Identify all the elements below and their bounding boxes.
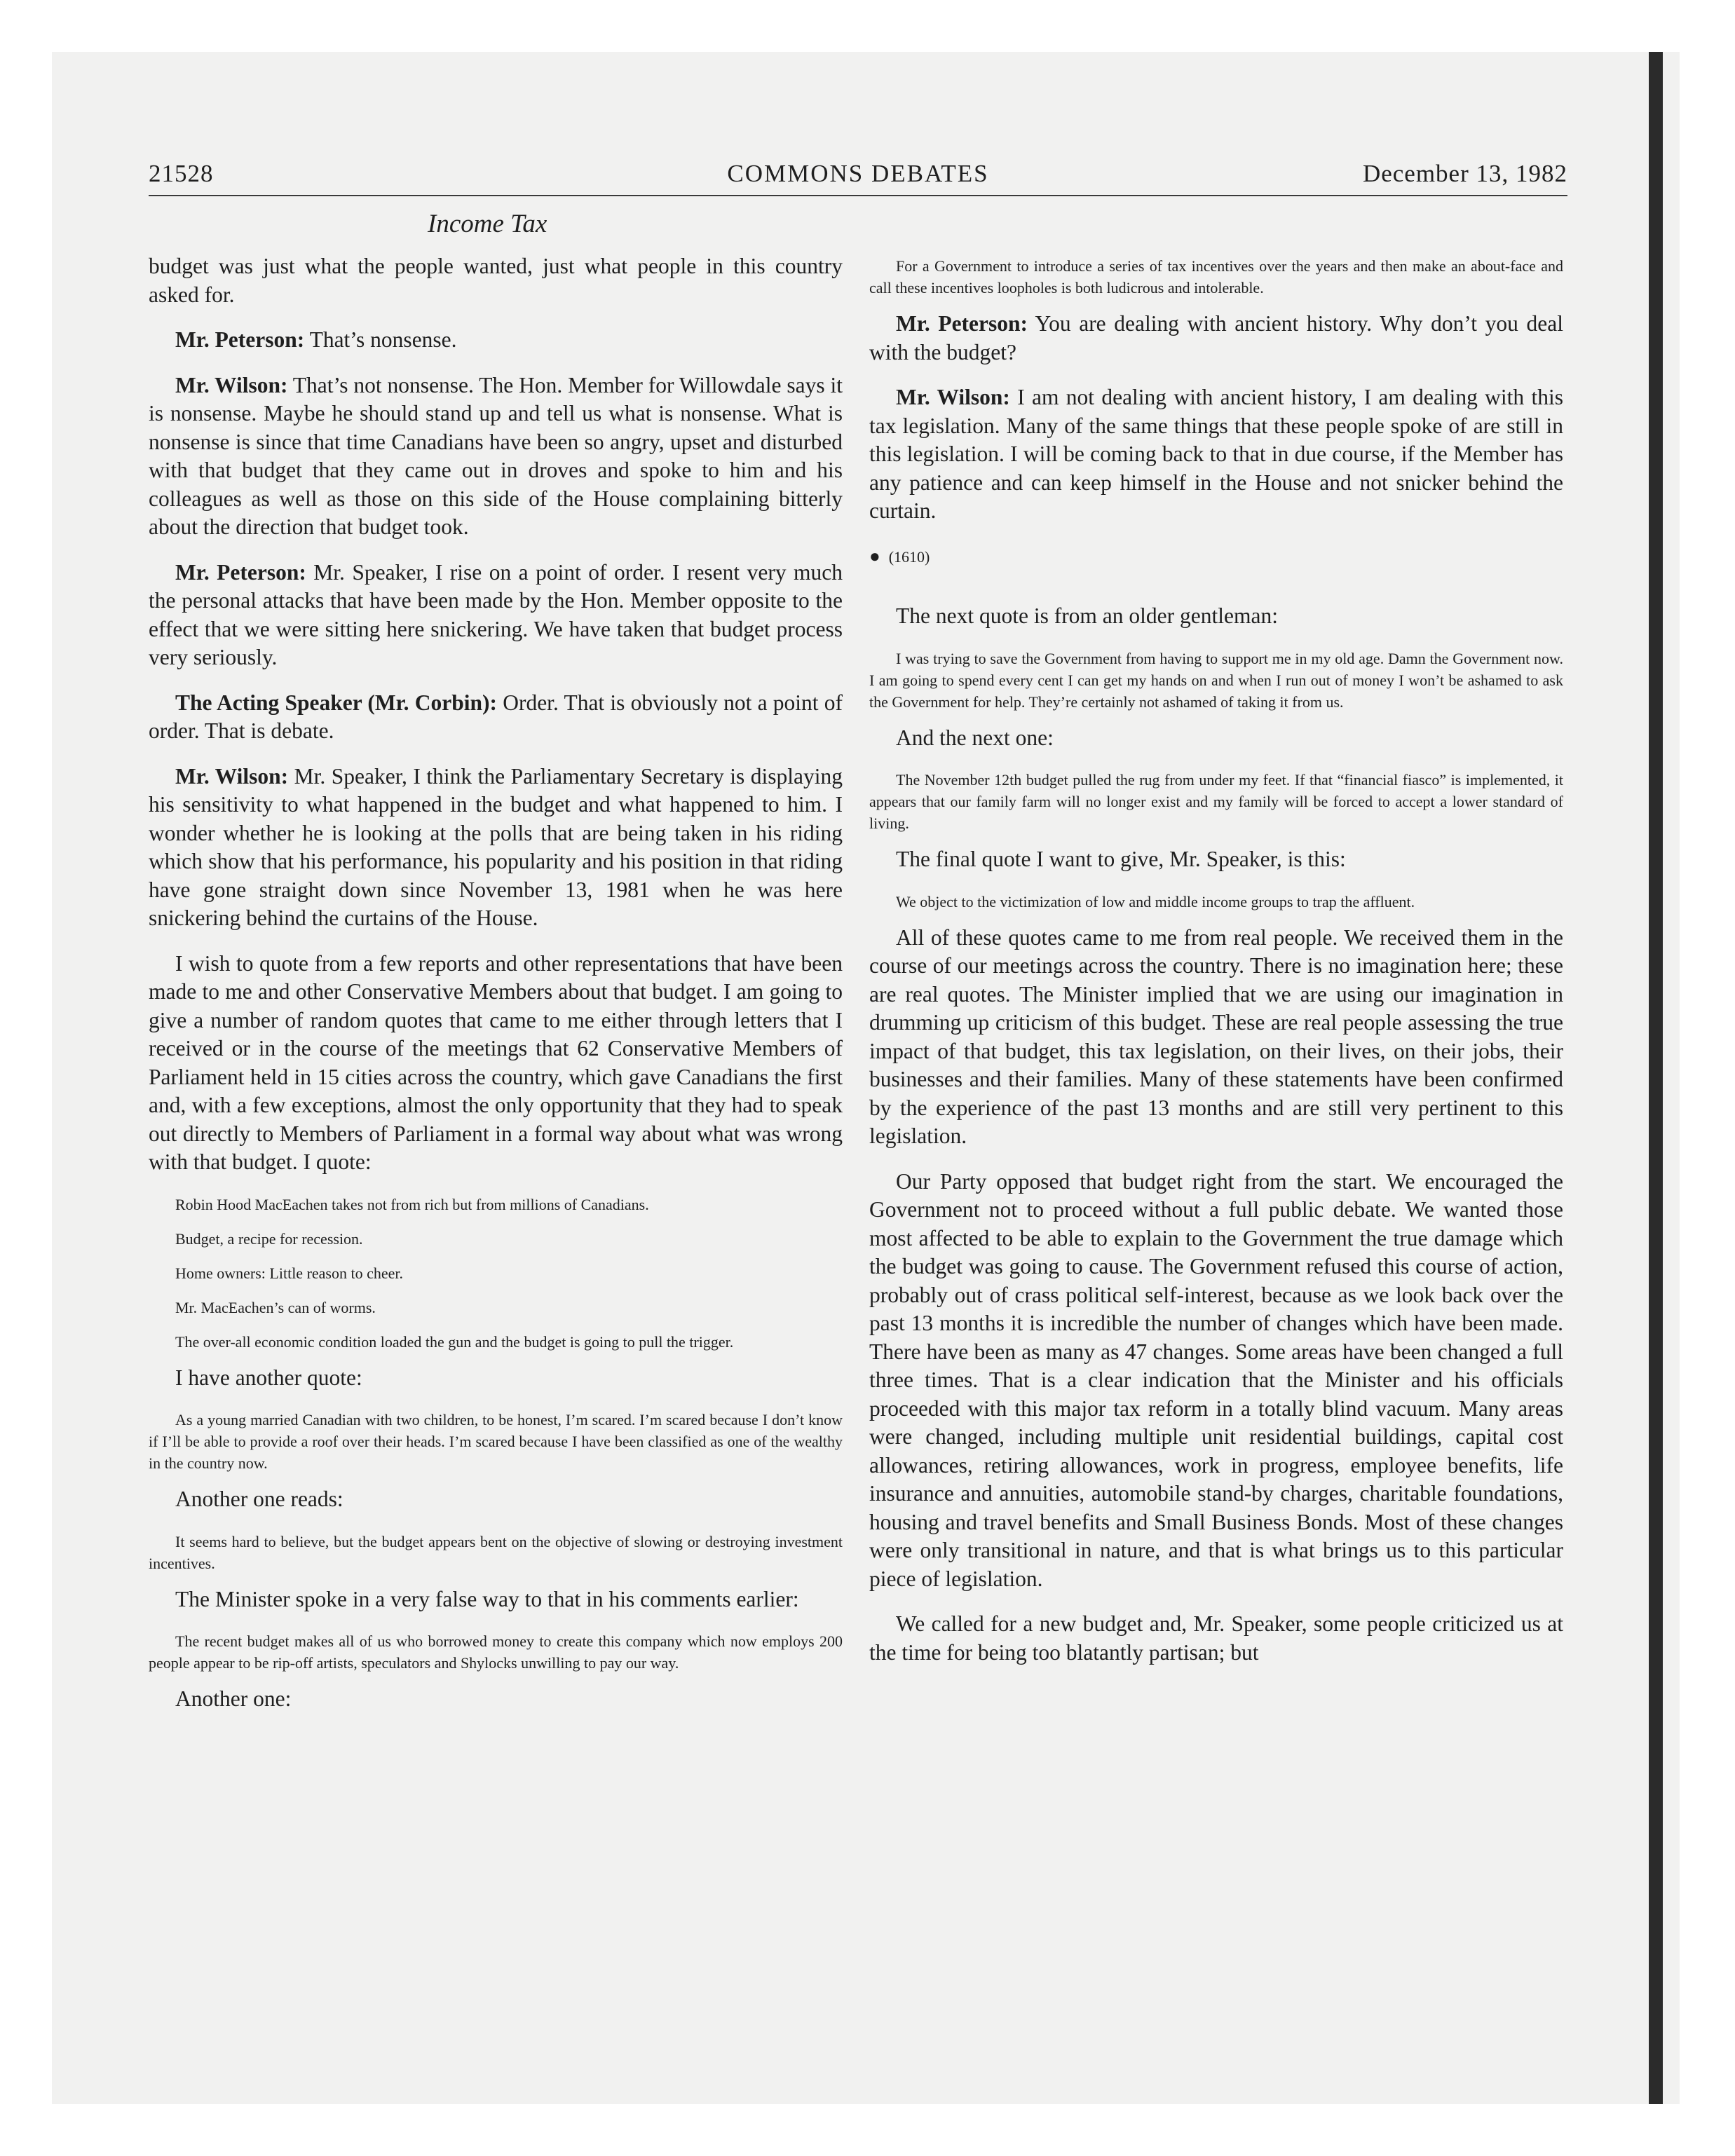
bullet-icon: ● — [869, 545, 880, 566]
speech — [869, 383, 1563, 526]
quotation: For a Government to introduce a series of tax incentives over the years and then make an about-face and call these incentives loopholes is both ludicrous and intolerable. — [869, 257, 1563, 296]
paragraph: The Minister spoke in a very false way to that in his comments earlier: — [175, 1586, 799, 1611]
speech — [149, 326, 843, 355]
quotation: Robin Hood MacEachen takes not from rich but from millions of Canadians. — [175, 1195, 649, 1213]
quotation: As a young married Canadian with two children, to be honest, I’m scared. I’m scared because I don’t know if I’ll be able to provide a roof over their heads. I’m scared because I have been classified as one of the wealthy in the country now. — [149, 1411, 843, 1472]
paragraph: Another one reads: — [175, 1487, 343, 1511]
speech-text: Mr. Speaker, I rise on a point of order. I resent very much the personal attacks that have been made by the Hon. Member opposite to the effect that we were sitting here snickering. We have taken that budget process very seriously. — [149, 559, 843, 669]
speech-text: I am not dealing with ancient history, I am dealing with this tax legislation. Many of the same things that these people spoke of are still in this legislation. I will be coming back to that in due course, if the Member has any patience and can keep himself in the House and not snicker behind the curtain. — [869, 385, 1563, 523]
quotation: The November 12th budget pulled the rug from under my feet. If that “financial fiasco” is implemented, it appears that our family farm will no longer exist and my family will be forced to accept a lower standard of living. — [869, 771, 1563, 832]
speaker-name: The Acting Speaker (Mr. Corbin): — [175, 690, 497, 715]
section-title: Income Tax — [428, 210, 547, 238]
speech — [149, 763, 843, 933]
speaker-name: Mr. Peterson: — [896, 311, 1028, 336]
quotation: I was trying to save the Government from having to support me in my old age. Damn the Government now. I am going to spend every cent I can get my hands on and when I run out of money I won’t be ashamed to ask the Government for help. They’re certainly not ashamed of taking it from us. — [869, 649, 1563, 711]
quotation: Home owners: Little reason to cheer. — [175, 1264, 404, 1282]
speaker-name: Mr. Wilson: — [896, 385, 1010, 409]
paragraph: We called for a new budget and, Mr. Speaker, some people criticized us at the time for being too blatantly partisan; but — [869, 1611, 1563, 1665]
time-marker — [869, 543, 1563, 572]
time-marker-text: (1610) — [888, 547, 930, 566]
quotation: The recent budget makes all of us who borrowed money to create this company which now employs 200 people appear to be rip-off artists, speculators and Shylocks unwilling to pay our way. — [149, 1632, 843, 1672]
running-header — [149, 160, 1567, 196]
paragraph: Another one: — [175, 1686, 292, 1711]
quotation: Budget, a recipe for recession. — [175, 1229, 363, 1248]
speech-text: That’s not nonsense. The Hon. Member for Willowdale says it is nonsense. Maybe he should stand up and tell us what is nonsense. What is nonsense is since that time Canadians have been so angry, upset and disturbed with that budget that they came out in droves and spoke to him and his colleagues as well as those on this side of the House complaining bitterly about the direction that budget took. — [149, 372, 843, 539]
speech — [869, 310, 1563, 367]
speech — [149, 689, 843, 746]
speech-text: Mr. Speaker, I think the Parliamentary Secretary is displaying his sensitivity to what happened in the budget and what happened to him. I wonder whether he is looking at the polls that are being taken in his riding which show that his performance, his popularity and his position in that riding have gone straight down since November 13, 1981 when he was here snickering behind the curtains of the House. — [149, 763, 843, 930]
page-number: 21528 — [149, 160, 214, 187]
paragraph: The next quote is from an older gentleman: — [896, 603, 1278, 628]
speech — [149, 371, 843, 542]
paragraph: All of these quotes came to me from real people. We received them in the course of our meetings across the country. There is no imagination here; these are real quotes. The Minister implied that we are using our imagination in drumming up criticism of this budget. These are real people assessing the true impact of that budget, this tax legislation, on their lives, on their jobs, their businesses and their families. Many of these statements have been confirmed by the experience of the past 13 months and are still very pertinent to this legislation. — [869, 925, 1563, 1148]
speaker-name: Mr. Peterson: — [175, 559, 306, 585]
paragraph: I have another quote: — [175, 1365, 362, 1390]
publication-title: COMMONS DEBATES — [727, 160, 989, 187]
paragraph: The final quote I want to give, Mr. Speaker, is this: — [896, 847, 1346, 871]
page-edge-shadow — [1649, 52, 1663, 2104]
right-column — [869, 255, 1563, 1684]
speech-text: That’s nonsense. — [304, 327, 457, 352]
speech — [149, 559, 843, 672]
speaker-name: Mr. Wilson: — [175, 372, 288, 397]
paragraph: Our Party opposed that budget right from the start. We encouraged the Government not to proceed without a full public debate. We wanted those most affected to be able to explain to the Government the true damage which the budget was going to cause. The Government refused this course of action, probably out of crass political self-interest, because as we look back over the past 13 months it is incredible the number of changes which have been made. There have been as many as 47 changes. Some areas have been changed a full three times. That is a clear indication that the Minister and his officials proceeded with this major tax reform in a totally blind vacuum. Many areas were changed, including multiple unit residential buildings, capital cost allowances, retiring allowances, work in progress, employee benefits, life insurance and annuities, automobile stand-by charges, charitable foundations, housing and travel benefits and Small Business Bonds. Most of these changes were only transitional in nature, and that is what brings us to this particular piece of legislation. — [869, 1168, 1563, 1591]
quotation: We object to the victimization of low and middle income groups to trap the affluent. — [896, 892, 1415, 910]
speech-text: Order. That is obviously not a point of order. That is debate. — [149, 690, 843, 743]
speech-text: You are dealing with ancient history. Why don’t you deal with the budget? — [869, 311, 1563, 364]
paragraph: I wish to quote from a few reports and other representations that have been made to me and other Conservative Members about that budget. I am going to give a number of random quotes that came to me either through letters that I received or in the course of the meetings that 62 Conservative Members of Parliament held in 15 cities across the country, which gave Canadians the first and, with a few exceptions, almost the only opportunity that they had to speak out directly to Members of Parliament in a formal way about what was wrong with that budget. I quote: — [149, 950, 843, 1174]
quotation: The over-all economic condition loaded the gun and the budget is going to pull the trigger. — [175, 1332, 734, 1351]
speaker-name: Mr. Wilson: — [175, 763, 289, 789]
header-rule — [149, 195, 1567, 196]
left-column — [149, 252, 843, 1731]
paragraph: budget was just what the people wanted, just what people in this country asked for. — [149, 254, 843, 307]
quotation: Mr. MacEachen’s can of worms. — [175, 1298, 376, 1316]
speaker-name: Mr. Peterson: — [175, 327, 305, 352]
quotation: It seems hard to believe, but the budget appears bent on the objective of slowing or destroying investment incentives. — [149, 1532, 843, 1572]
paragraph: And the next one: — [896, 725, 1054, 750]
page-date: December 13, 1982 — [1362, 160, 1567, 187]
